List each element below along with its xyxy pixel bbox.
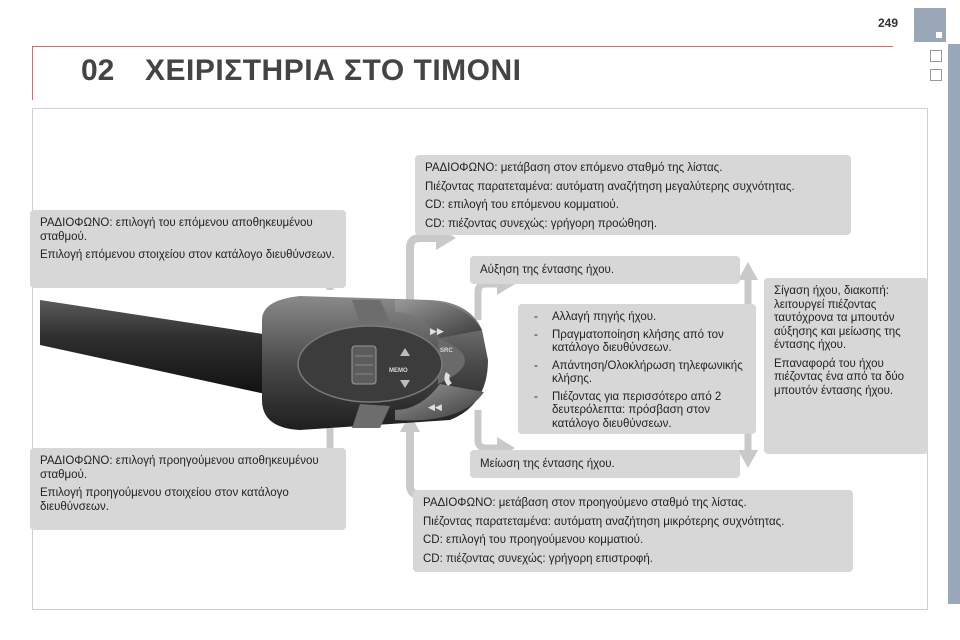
callout-text: Επιλογή προηγούμενου στοιχείου στον κατάλογο διευθύνσεων. [40, 487, 289, 513]
list-item: - Πραγματοποίηση κλήσης από τον κατάλογο διευθύνσεων. [528, 329, 746, 356]
callout-text: CD: πιέζοντας συνεχώς: γρήγορη επιστροφή. [423, 552, 653, 565]
callout-next-station [415, 155, 851, 235]
callout-text: Μείωση της έντασης ήχου. [480, 458, 615, 470]
chapter-number: 02 [81, 54, 115, 87]
callout-mute [764, 278, 928, 454]
page-number: 249 [877, 16, 898, 30]
rewind-icon: ◀◀ [428, 403, 442, 413]
arrow-next-station [410, 226, 456, 300]
callout-text: CD: πιέζοντας συνεχώς: γρήγορη προώθηση. [425, 217, 658, 230]
callout-next-stored-station [30, 210, 346, 288]
callout-text: Επαναφορά του ήχου πιέζοντας ένα από τα δύο μπουτόν έντασης ήχου. [774, 357, 905, 397]
callout-previous-stored-station [30, 448, 346, 530]
callout-text: Αύξηση της έντασης ήχου. [480, 264, 615, 276]
fast-forward-icon: ▶▶ [430, 327, 444, 337]
callout-previous-station [413, 490, 853, 572]
callout-volume-up [470, 256, 740, 284]
list-item: - Απάντηση/Ολοκλήρωση τηλεφωνικής κλήσης. [528, 360, 746, 387]
src-label: SRC [440, 348, 453, 354]
memo-label: MEMO [389, 368, 408, 374]
callout-text: ΡΑΔΙΟΦΩΝΟ: επιλογή του επόμενου αποθηκευμένου σταθμού. [40, 217, 313, 243]
callout-text: CD: επιλογή του προηγούμενου κομματιού. [423, 534, 644, 546]
callout-text: Πιέζοντας παρατεταμένα: αυτόματη αναζήτηση μικρότερης συχνότητας. [423, 515, 785, 528]
callout-text: Πιέζοντας παρατεταμένα: αυτόματη αναζήτηση μεγαλύτερης συχνότητας. [425, 180, 795, 193]
list-item: - Αλλαγή πηγής ήχου. [528, 311, 746, 325]
callout-text: ΡΑΔΙΟΦΩΝΟ: επιλογή προηγούμενου αποθηκευμένου σταθμού. [40, 455, 319, 481]
callout-text: Επιλογή επόμενου στοιχείου στον κατάλογο διευθύνσεων. [40, 249, 335, 261]
callout-text: CD: επιλογή του επόμενου κομματιού. [425, 199, 619, 211]
callout-source-and-phone [518, 304, 756, 434]
callout-text: ΡΑΔΙΟΦΩΝΟ: μετάβαση στον προηγούμενο σταθμό της λίστας. [423, 497, 747, 509]
stalk-stem [40, 300, 270, 395]
list-item: - Πιέζοντας για περισσότερο από 2 δευτερόλεπτα: πρόσβαση στον κατάλογο διευθύνσεων. [528, 391, 746, 432]
page-title: ΧΕΙΡΙΣΤΗΡΙΑ ΣΤΟ ΤΙΜΟΝΙ [145, 54, 522, 87]
callout-text: ΡΑΔΙΟΦΩΝΟ: μετάβαση στον επόμενο σταθμό της λίστας. [425, 162, 723, 174]
callout-volume-down [470, 450, 740, 478]
callout-text: Σίγαση ήχου, διακοπή: λειτουργεί πιέζοντας ταυτόχρονα τα μπουτόν αύξησης και μείωσης της έντασης ήχου. [774, 285, 901, 351]
arrow-previous-station [400, 414, 438, 495]
